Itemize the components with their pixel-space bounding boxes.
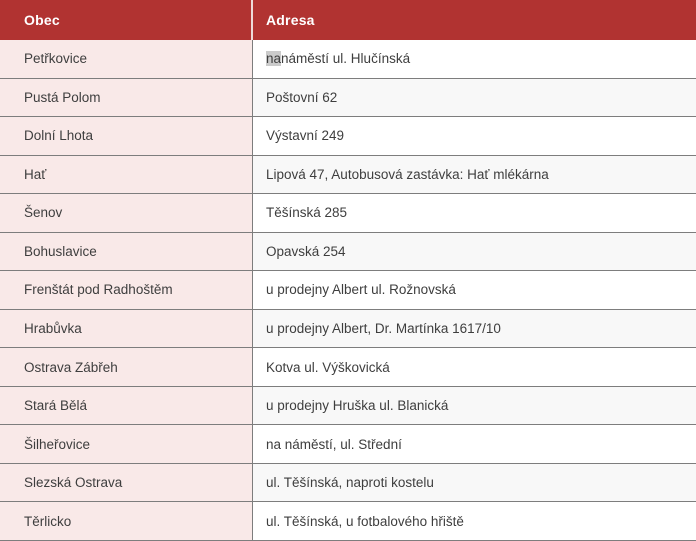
obec-cell: Pustá Polom bbox=[0, 79, 253, 117]
obec-cell: Slezská Ostrava bbox=[0, 464, 253, 502]
adresa-text: náměstí ul. Hlučínská bbox=[281, 51, 411, 67]
table-row bbox=[0, 464, 696, 503]
adresa-cell bbox=[253, 348, 696, 386]
obec-cell: Těrlicko bbox=[0, 502, 253, 540]
adresa-text: u prodejny Albert, Dr. Martínka 1617/10 bbox=[266, 320, 501, 336]
table-row bbox=[0, 233, 696, 272]
obec-cell: Ostrava Zábřeh bbox=[0, 348, 253, 386]
table-body bbox=[0, 40, 696, 541]
adresa-cell bbox=[253, 464, 696, 502]
table-row bbox=[0, 502, 696, 541]
adresa-cell bbox=[253, 194, 696, 232]
adresa-text: Výstavní 249 bbox=[266, 128, 345, 144]
adresa-text: ul. Těšínská, naproti kostelu bbox=[266, 475, 434, 491]
obec-cell: Bohuslavice bbox=[0, 233, 253, 271]
adresa-cell bbox=[253, 79, 696, 117]
table-row bbox=[0, 425, 696, 464]
adresa-cell bbox=[253, 387, 696, 425]
adresa-text: Opavská 254 bbox=[266, 243, 346, 259]
adresa-text: Poštovní 62 bbox=[266, 89, 338, 105]
table-header-row bbox=[0, 0, 696, 40]
obec-cell: Hrabůvka bbox=[0, 310, 253, 348]
table-row bbox=[0, 117, 696, 156]
adresa-cell bbox=[253, 310, 696, 348]
table-row bbox=[0, 79, 696, 118]
table-row bbox=[0, 156, 696, 195]
adresa-cell bbox=[253, 271, 696, 309]
column-header-adresa: Adresa bbox=[266, 12, 315, 28]
adresa-text: na náměstí, ul. Střední bbox=[266, 436, 402, 452]
obec-cell: Stará Bělá bbox=[0, 387, 253, 425]
table-row bbox=[0, 40, 696, 79]
table-row bbox=[0, 310, 696, 349]
adresa-text: Kotva ul. Výškovická bbox=[266, 359, 390, 375]
adresa-text: u prodejny Albert ul. Rožnovská bbox=[266, 282, 456, 298]
table-row bbox=[0, 348, 696, 387]
obec-cell: Dolní Lhota bbox=[0, 117, 253, 155]
adresa-text: u prodejny Hruška ul. Blanická bbox=[266, 398, 449, 414]
table-row bbox=[0, 271, 696, 310]
adresa-cell bbox=[253, 502, 696, 540]
adresa-cell bbox=[253, 40, 696, 78]
obec-cell: Frenštát pod Radhoštěm bbox=[0, 271, 253, 309]
adresa-cell bbox=[253, 425, 696, 463]
obec-cell: Šilheřovice bbox=[0, 425, 253, 463]
obec-cell: Petřkovice bbox=[0, 40, 253, 78]
column-header-obec: Obec bbox=[0, 0, 253, 40]
adresa-cell bbox=[253, 156, 696, 194]
adresa-text: ul. Těšínská, u fotbalového hřiště bbox=[266, 513, 464, 529]
adresa-cell bbox=[253, 233, 696, 271]
obec-cell: Hať bbox=[0, 156, 253, 194]
adresa-cell bbox=[253, 117, 696, 155]
table-row bbox=[0, 387, 696, 426]
search-highlight: na bbox=[266, 51, 282, 67]
adresa-text: Lipová 47, Autobusová zastávka: Hať mlékárna bbox=[266, 166, 549, 182]
table-row bbox=[0, 194, 696, 233]
obec-cell: Šenov bbox=[0, 194, 253, 232]
adresa-text: Těšínská 285 bbox=[266, 205, 348, 221]
